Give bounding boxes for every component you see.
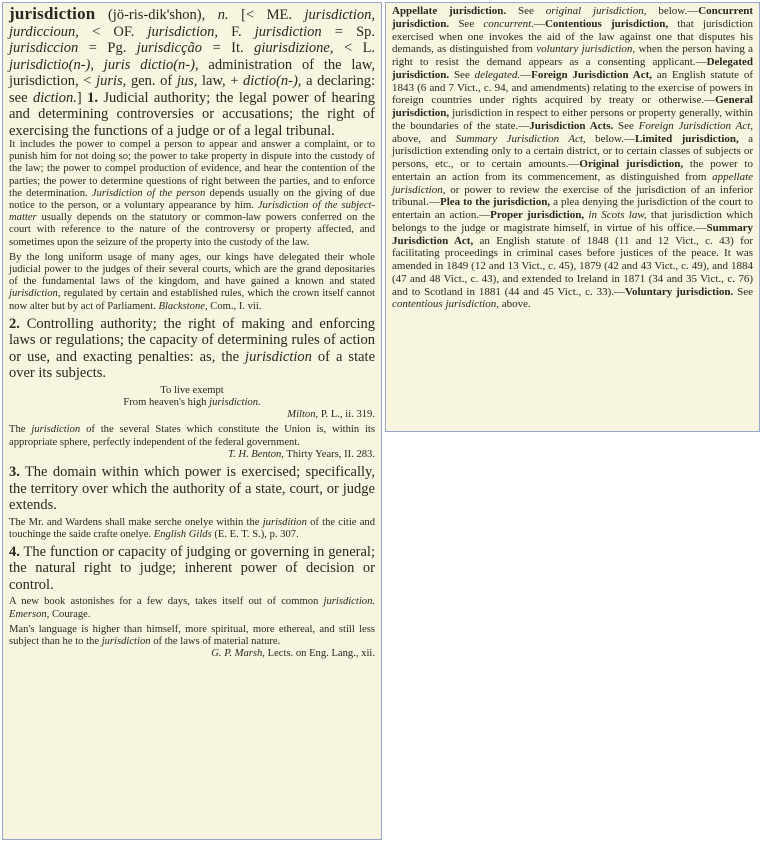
term-limited: Limited jurisdiction, [634, 132, 739, 145]
term-jurisdiction-acts: Jurisdiction Acts. [529, 119, 614, 132]
citation-source: Blackstone, [158, 300, 208, 312]
term-foreign-jurisdiction-act: Foreign Jurisdiction Act, [531, 68, 653, 81]
compound-terms: Appellate jurisdiction. See original jurisdiction, below.—Concurrent jurisdiction. See concurrent.—Contentious jurisdiction, that jurisdiction exercised when one invokes the aid of the law against one that disputes his demands, as distinguished from voluntary jurisdiction, when the person having a right to resist the demand appears as a consenting applicant.—Delegated jurisdiction. See delegated.—Foreign Jurisdiction Act, an English statute of 1843 (6 and 7 Vict., c. 94, and amendments) relating to the exercise of powers in foreign countries under rights acquired by treaty or otherwise.—General jurisdiction, jurisdiction in respect to either persons or property generally, within the boundaries of the state.—Jurisdiction Acts. See Foreign Jurisdiction Act, above, and Summary Jurisdiction Act, below.—Limited jurisdiction, a jurisdiction extending only to a certain district, or to certain classes of subjects or persons, etc., or to certain amounts.—Original jurisdiction, the power to entertain an action from its commencement, as distinguished from appellate jurisdiction, or power to review the exercise of the jurisdiction of an inferior tribunal.—Plea to the jurisdiction, a plea denying the jurisdiction of the court to entertain an action.—Proper jurisdiction, in Scots law, that jurisdiction which belongs to the judge or magistrate himself, in virtue of his office.—Summary Jurisdiction Act, an English statute of 1848 (11 and 12 Vict., c. 43) for facilitating proceedings in criminal cases before justices of the peace. It was amended in 1849 (12 and 13 Vict., c. 45), 1879 (42 and 43 Vict., c. 49), and 1884 (47 and 48 Vict., c. 43), and extended to Ireland in 1871 (34 and 35 Vict., c. 76) and to Scotland in 1881 (44 and 45 Vict., c. 33).—Voluntary jurisdiction. See contentious jurisdiction, above. [392, 5, 754, 311]
term-original: Original jurisdiction, [579, 158, 684, 170]
term-summary-jurisdiction-act: Summary Jurisdiction Act, [392, 221, 753, 247]
sense-1-number: 1. [87, 89, 98, 106]
citation-source-benton: T. H. Benton, Thirty Years, II. 283. [227, 448, 375, 460]
citation-benton: The jurisdiction of the several States which constitute the Union is, within its appropriate sphere, perfectly independent of the federal government. [9, 424, 375, 448]
entry-header [9, 6, 375, 139]
citation-emerson: A new book astonishes for a few days, takes itself out of common jurisdiction. Emerson, Courage. [9, 596, 376, 620]
term-delegated: Delegated jurisdiction. [392, 56, 753, 81]
citation-english-gilds: The Mr. and Wardens shall make serche onelye within the jurisdition of the citie and touchinge the saide crafte onelye. English Gilds (E. E. T. S.), p. 307. [9, 516, 376, 540]
sense-1-note: It includes the power to compel a person to appear and answer a complaint, or to punish him for not doing so; the power to take property in dispute into the custody of the law; the power to compel production of evidence, and hear the contention of the parties; the power to determine questions of right between the parties, and to enforce the determination. Jurisdiction of the person depends usually on the giving of due notice to the person, or a voluntary appearance by him. Jurisdiction of the subject-matter usually depends on the statutory or common-law powers conferred on the court with reference to the nature of the controversy or property affected, and sometimes upon the seizure of the property into the custody of the law. [9, 139, 376, 248]
etymology: [< ME. jurisdiction, jurdiccioun, < OF. jurisdiction, F. jurisdiction = Sp. jurisdiccion = Pg. jurisdicção = It. giurisdizione, < L. jurisdictio(n-), juris dictio(n-), administration of the law, jurisdiction, < juris, gen. of jus, law, + dictio(n-), a declaring: see diction.] [9, 7, 376, 106]
left-column [2, 2, 382, 840]
citation-blackstone: By the long uniform usage of many ages, our kings have delegated their whole judicial power to the judges of their several courts, which are the grand depositaries of the fundamental laws of the kingdom, and have gained a known and stated jurisdiction, regulated by certain and established rules, which the crown itself cannot now alter but by act of Parliament. Blackstone, Com., I. vii. [9, 251, 375, 312]
verse-milton-line-2: From heaven's high jurisdiction. [123, 397, 261, 409]
sense-4: 4. The function or capacity of judging or governing in general; the natural right to judge; inherent power of decision or control. [9, 543, 375, 593]
sense-3: 3. The domain within which power is exercised; specifically, the territory over which the authority of a state, court, or judge extends. [9, 464, 375, 514]
sense-1-definition: Judicial authority; the legal power of hearing and determining controversies or accusations; the right of exercising the functions of a judge or of a legal tribunal. [9, 89, 376, 139]
citation-source-milton: Milton, P. L., ii. 319. [287, 409, 375, 421]
sense-2: 2. Controlling authority; the right of making and enforcing laws or regulations; the capacity of determining rules of action or use, and exacting penalties: as, the jurisdiction of a state over its subjects. [9, 315, 375, 382]
term-appellate: Appellate jurisdiction. [392, 5, 507, 17]
citation-marsh: Man's language is higher than himself, more spiritual, more ethereal, and still less subject than he to the jurisdiction of the laws of material nature. [9, 623, 375, 648]
pronunciation: (jö-ris-dik'shon), [107, 7, 206, 23]
term-general: General jurisdiction, [392, 94, 753, 119]
term-concurrent: Concurrent jurisdiction. [392, 5, 754, 30]
verse-milton-line-1: To live exempt [160, 384, 224, 396]
part-of-speech: n. [217, 7, 229, 23]
term-contentious: Contentious jurisdiction, [544, 17, 669, 30]
term-voluntary: Voluntary jurisdiction. [625, 285, 734, 298]
term-proper: Proper jurisdiction, [490, 209, 585, 221]
headword: jurisdiction [9, 4, 96, 23]
term-plea: Plea to the jurisdiction, [439, 196, 551, 209]
right-column [385, 2, 760, 432]
citation-source-marsh: G. P. Marsh, Lects. on Eng. Lang., xii. [211, 648, 375, 660]
